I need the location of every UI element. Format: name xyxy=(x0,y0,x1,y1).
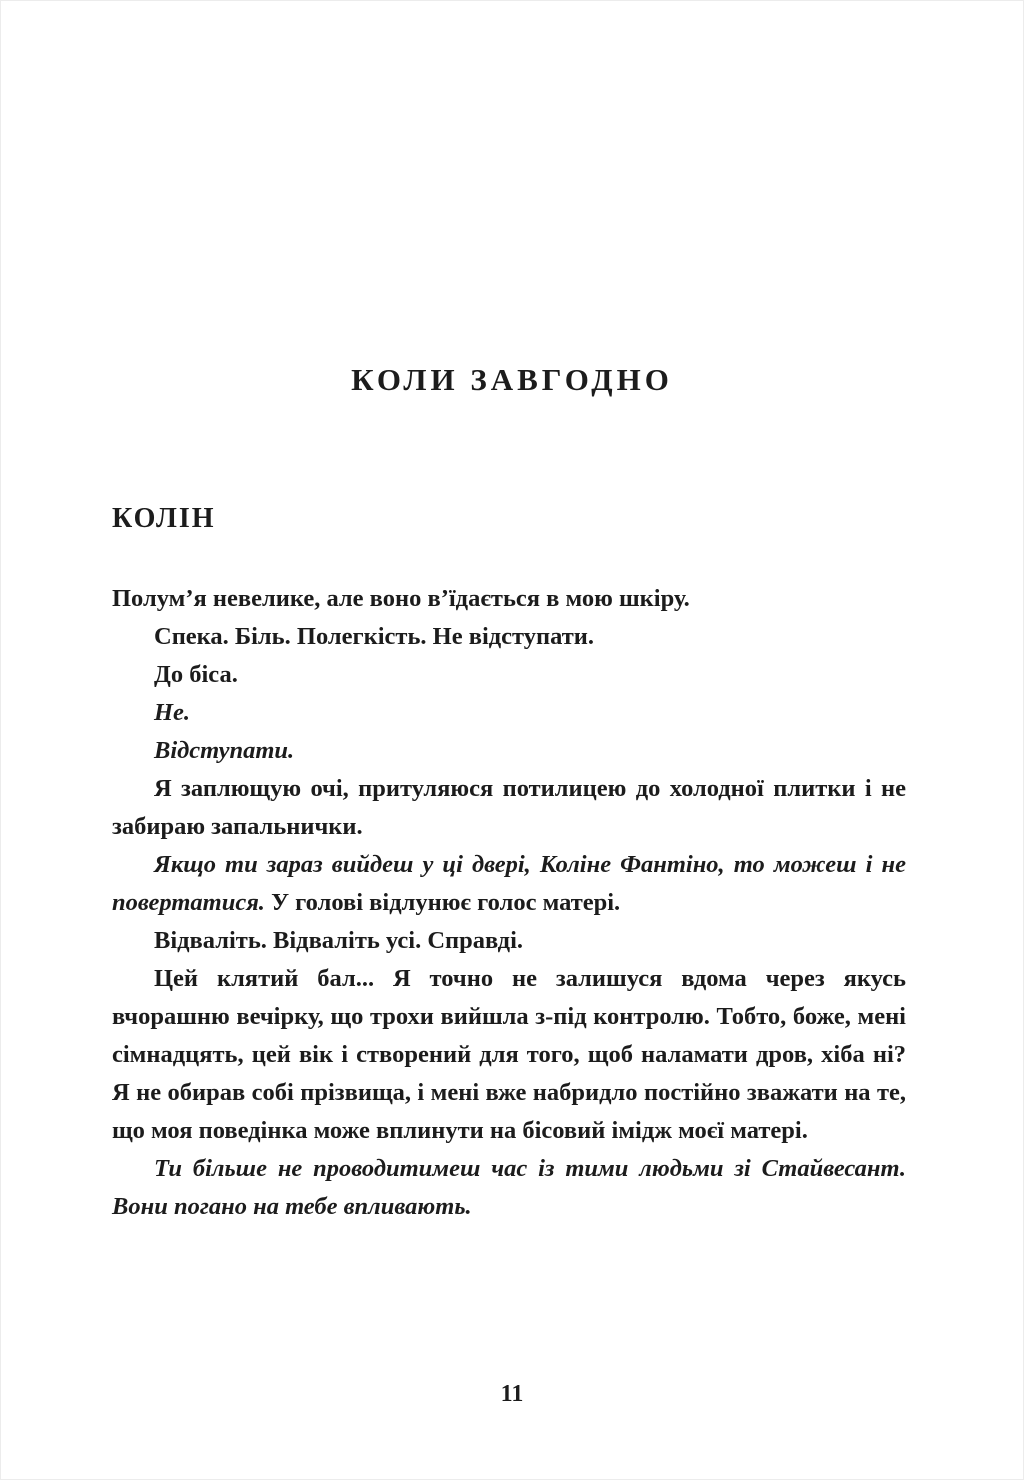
text-segment: Я заплющую очі, притуляюся потилицею до холодної плитки і не забираю запальнички. xyxy=(112,775,906,840)
paragraph xyxy=(112,922,906,960)
page-number: 11 xyxy=(500,1381,524,1407)
text-segment: Спека. Біль. Полегкість. Не відступати. xyxy=(154,623,594,650)
text-segment: Відваліть. Відваліть усі. Справді. xyxy=(154,927,523,954)
text-segment: Полум’я невелике, але воно в’їдається в мою шкіру. xyxy=(112,585,690,612)
paragraph xyxy=(112,846,906,922)
text-segment: До біса. xyxy=(154,661,238,688)
italic-text-segment: Відступати. xyxy=(154,737,295,764)
paragraph xyxy=(112,960,906,1150)
italic-text-segment: Ти більше не проводитимеш час із тими людьми зі Стайвесант. Вони погано на тебе впливають. xyxy=(112,1155,906,1220)
italic-text-segment: Якщо ти зараз вийдеш у ці двері, Коліне Фантіно, то можеш і не повертатися. xyxy=(112,851,906,916)
paragraph xyxy=(112,732,906,770)
chapter-title: КОЛИ ЗАВГОДНО xyxy=(351,362,673,397)
text-segment: Цей клятий бал... Я точно не залишуся вдома через якусь вчорашню вечірку, що трохи вийшла з-під контролю. Тобто, боже, мені сімнадцять, цей вік і створений для того, щоб наламати дров, хіба ні? Я не обирав собі прізвища, і мені вже набридло постійно зважати на те, що моя поведінка може вплинути на бісовий імідж моєї матері. xyxy=(112,965,906,1144)
italic-text-segment: Не. xyxy=(154,699,191,726)
paragraph xyxy=(112,1150,906,1226)
section-title: КОЛІН xyxy=(112,503,216,534)
text-segment: У голові відлунює голос матері. xyxy=(264,889,621,916)
body-text xyxy=(0,580,1024,1226)
paragraph xyxy=(112,656,906,694)
paragraph xyxy=(112,580,906,618)
paragraph xyxy=(112,770,906,846)
paragraph xyxy=(112,694,906,732)
paragraph xyxy=(112,618,906,656)
